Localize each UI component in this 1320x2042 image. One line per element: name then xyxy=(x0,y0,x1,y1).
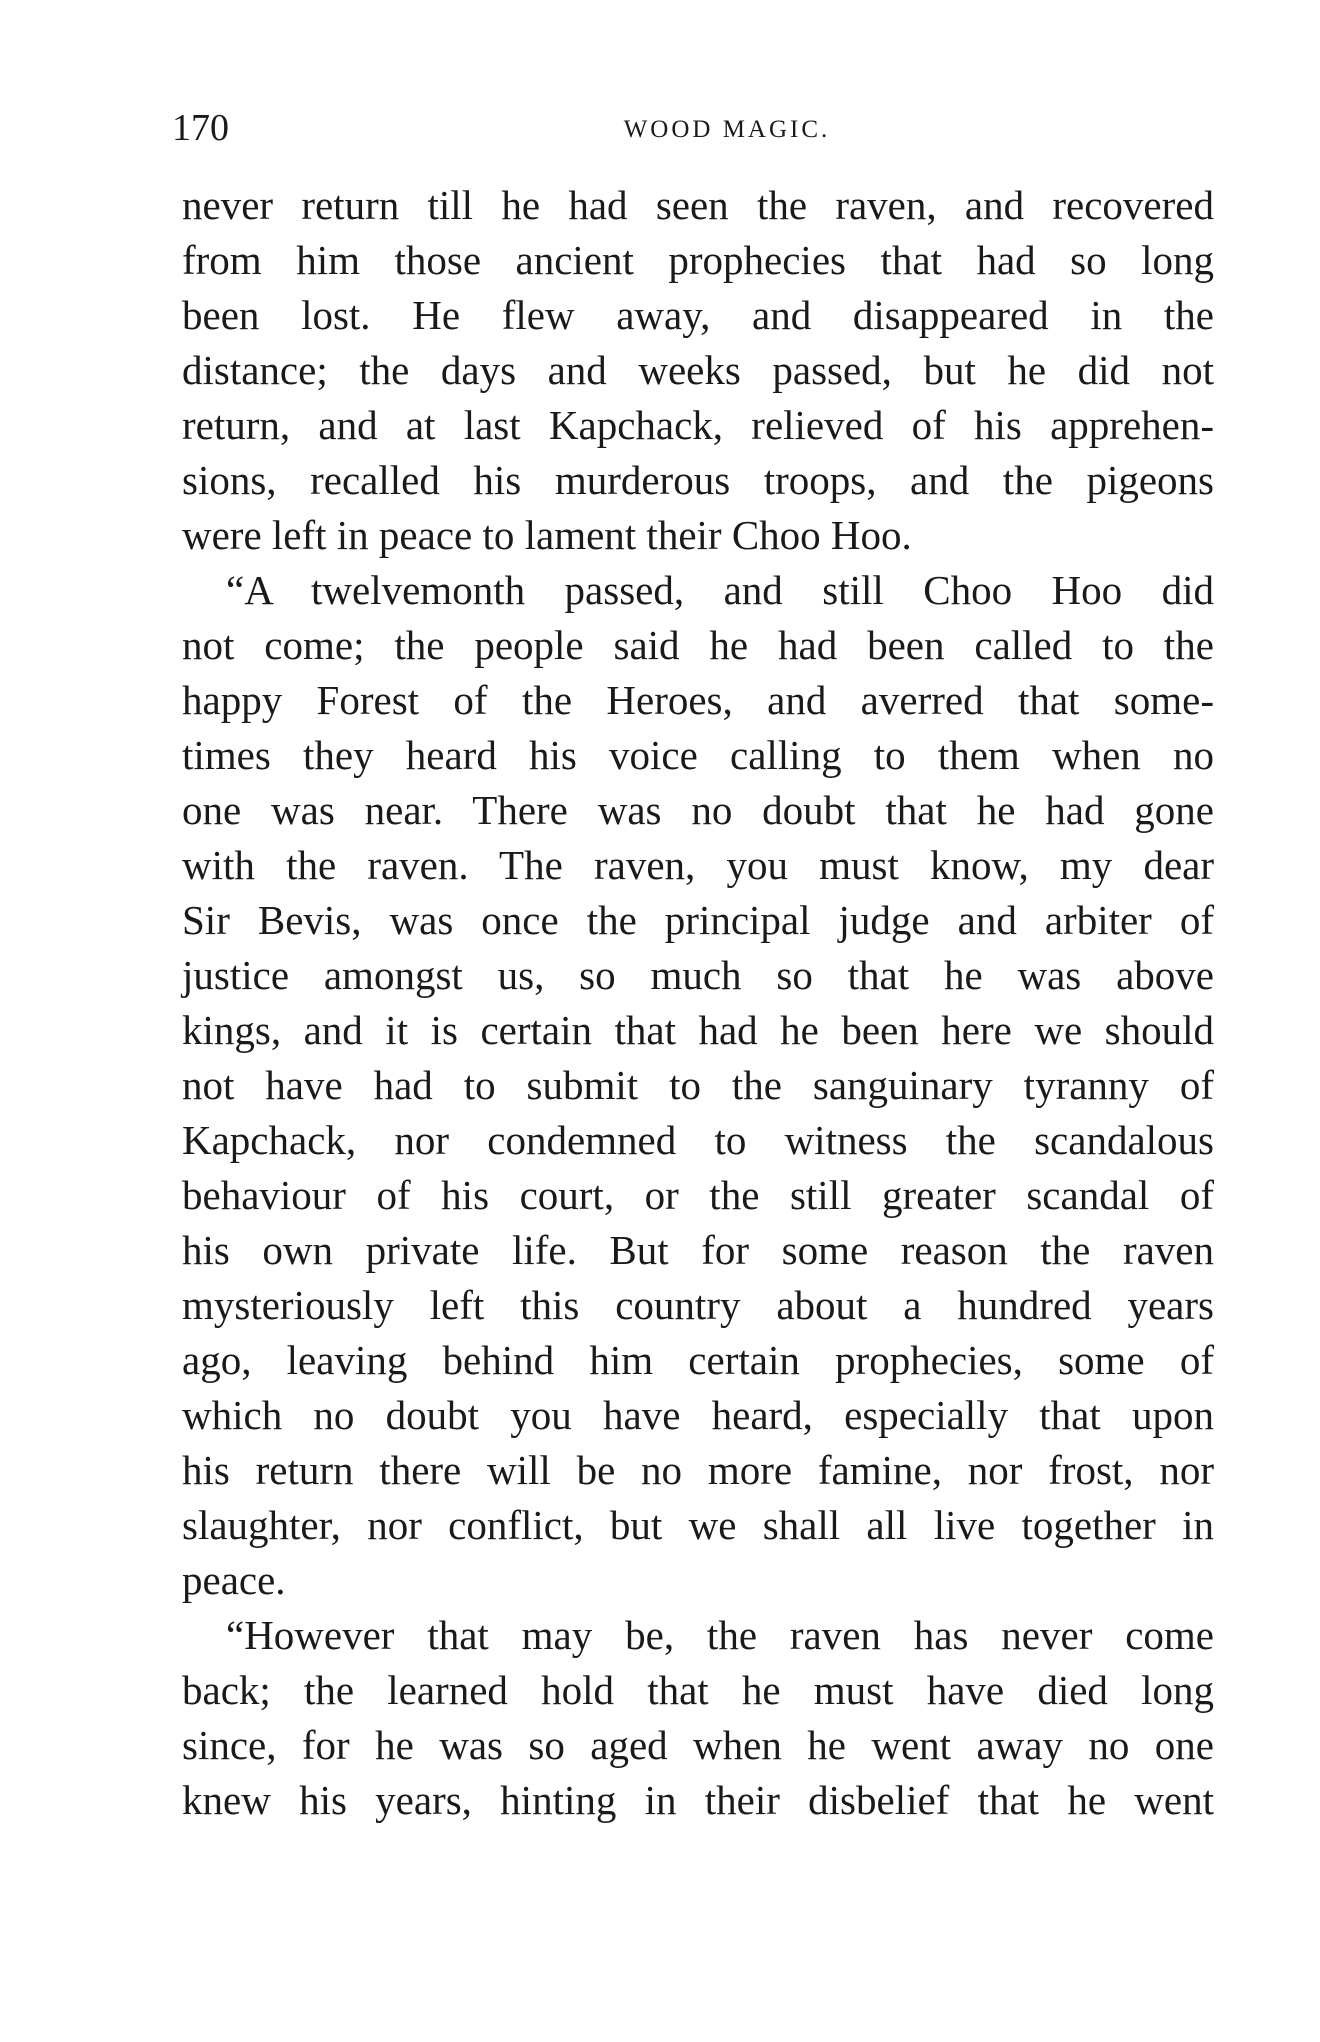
text-line: one was near. There was no doubt that he had gone xyxy=(182,787,1214,833)
text-line: his own private life. But for some reason the raven xyxy=(182,1227,1214,1273)
text-line: his return there will be no more famine, nor frost, nor xyxy=(182,1447,1214,1493)
text-line: never return till he had seen the raven, and recovered xyxy=(182,182,1214,228)
text-line: happy Forest of the Heroes, and averred that some- xyxy=(182,677,1214,723)
text-line: knew his years, hinting in their disbelief that he went xyxy=(182,1777,1214,1823)
text-line: behaviour of his court, or the still greater scandal of xyxy=(182,1172,1214,1218)
text-line: slaughter, nor conflict, but we shall all live together in xyxy=(182,1502,1214,1548)
page-number: 170 xyxy=(172,107,229,149)
text-line: not have had to submit to the sanguinary tyranny of xyxy=(182,1062,1214,1108)
text-line: justice amongst us, so much so that he was above xyxy=(182,952,1214,998)
text-line: “However that may be, the raven has never come xyxy=(226,1612,1214,1658)
running-title: WOOD MAGIC. xyxy=(623,116,831,143)
text-line: since, for he was so aged when he went away no one xyxy=(182,1722,1214,1768)
text-line: from him those ancient prophecies that had so long xyxy=(182,237,1214,283)
text-line: not come; the people said he had been called to the xyxy=(182,622,1214,668)
text-line: sions, recalled his murderous troops, and the pigeons xyxy=(182,457,1214,503)
text-line: times they heard his voice calling to them when no xyxy=(182,732,1214,778)
body-text xyxy=(182,178,1214,1828)
text-line: been lost. He flew away, and disappeared in the xyxy=(182,292,1214,338)
text-line: peace. xyxy=(182,1557,286,1603)
text-line: Sir Bevis, was once the principal judge and arbiter of xyxy=(182,897,1214,943)
text-line: back; the learned hold that he must have died long xyxy=(182,1667,1214,1713)
text-line: ago, leaving behind him certain prophecies, some of xyxy=(182,1337,1214,1383)
text-line: which no doubt you have heard, especially that upon xyxy=(182,1392,1214,1438)
text-line: kings, and it is certain that had he been here we should xyxy=(182,1007,1214,1053)
text-line: Kapchack, nor condemned to witness the scandalous xyxy=(182,1117,1214,1163)
text-line: return, and at last Kapchack, relieved of his apprehen- xyxy=(182,402,1214,448)
text-line: with the raven. The raven, you must know, my dear xyxy=(182,842,1214,888)
text-line: “A twelvemonth passed, and still Choo Hoo did xyxy=(226,567,1214,613)
text-line: mysteriously left this country about a hundred years xyxy=(182,1282,1214,1328)
text-line: were left in peace to lament their Choo Hoo. xyxy=(182,512,912,558)
page-header xyxy=(172,100,1212,156)
text-line: distance; the days and weeks passed, but he did not xyxy=(182,347,1214,393)
